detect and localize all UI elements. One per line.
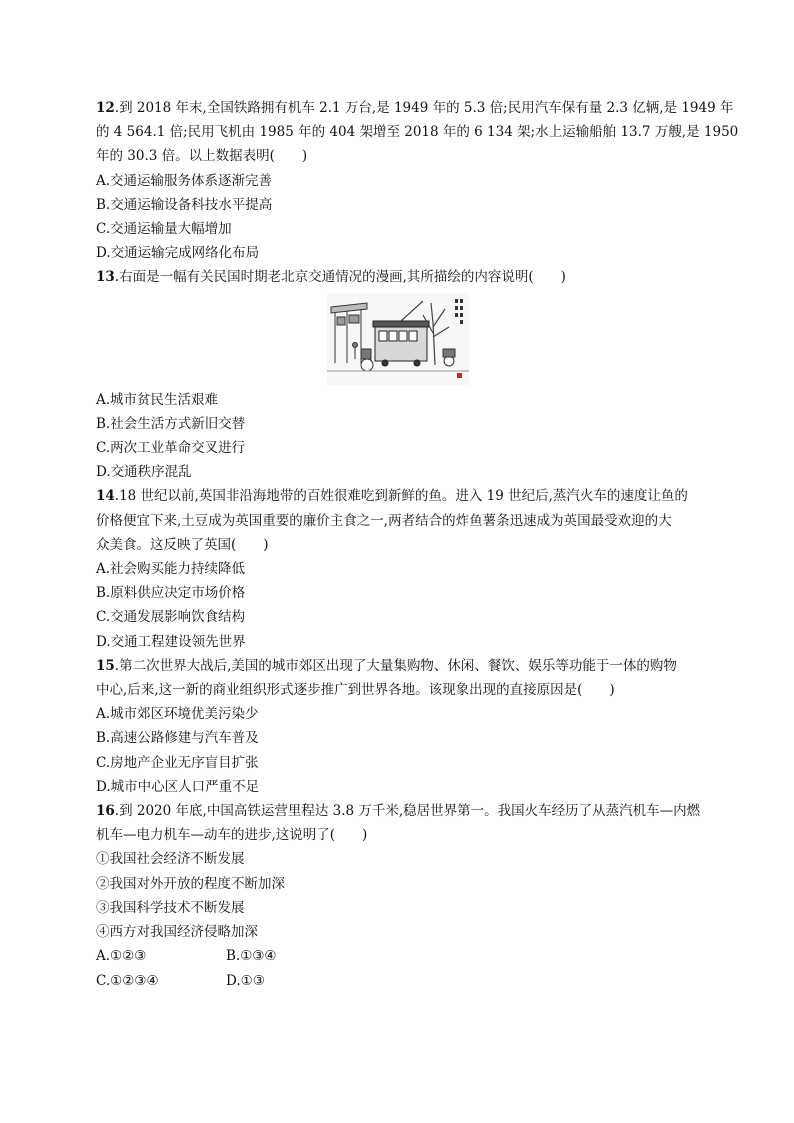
question-stem-line: 机车—电力机车—动车的进步,这说明了( ) <box>96 827 368 844</box>
question-stem-line: 中心,后来,这一新的商业组织形式逐步推广到世界各地。该现象出现的直接原因是( ) <box>96 682 615 699</box>
question-page <box>96 96 739 993</box>
option-b: B.交通运输设备科技水平提高 <box>96 196 273 213</box>
cartoon-figure <box>96 290 700 388</box>
question-number: 16 <box>96 803 115 820</box>
option-c: C.交通发展影响饮食结构 <box>96 609 246 626</box>
option-c: C.房地产企业无序盲目扩张 <box>96 754 259 771</box>
options-row-1 <box>96 944 700 968</box>
option-c: C.两次工业革命交叉进行 <box>96 440 246 457</box>
question-12 <box>96 96 739 265</box>
question-16 <box>96 799 700 993</box>
option-a: A.①②③ <box>96 948 147 965</box>
option-d: D.交通运输完成网络化布局 <box>96 245 260 262</box>
options-row-2 <box>96 969 700 993</box>
option-d: D.①③ <box>226 972 265 989</box>
question-stem-line: 13.右面是一幅有关民国时期老北京交通情况的漫画,其所描绘的内容说明( ) <box>96 269 566 286</box>
question-number: 15 <box>96 657 115 674</box>
statement-1: ①我国社会经济不断发展 <box>96 851 245 868</box>
question-stem-line: 15.第二次世界大战后,美国的城市郊区出现了大量集购物、休闲、餐饮、娱乐等功能于一体的购物 <box>96 657 677 674</box>
statement-3: ③我国科学技术不断发展 <box>96 899 245 916</box>
option-d: D.城市中心区人口严重不足 <box>96 778 260 795</box>
question-stem-line: 16.到 2020 年底,中国高铁运营里程达 3.8 万千米,稳居世界第一。我国火车经历了从蒸汽机车—内燃 <box>96 803 701 820</box>
question-stem-line: 的 4 564.1 倍;民用飞机由 1985 年的 404 架增至 2018 年的 6 134 架;水上运输船舶 13.7 万艘,是 1950 <box>96 124 739 141</box>
question-number: 12 <box>96 100 115 116</box>
option-d: D.交通秩序混乱 <box>96 464 192 481</box>
option-b: B.原料供应决定市场价格 <box>96 585 246 602</box>
option-b: B.社会生活方式新旧交替 <box>96 415 246 432</box>
question-number: 14 <box>96 488 115 505</box>
question-stem-line: 12.到 2018 年末,全国铁路拥有机车 2.1 万台,是 1949 年的 5.3 倍;民用汽车保有量 2.3 亿辆,是 1949 年 <box>96 100 734 116</box>
question-stem-line: 14.18 世纪以前,英国非沿海地带的百姓很难吃到新鲜的鱼。进入 19 世纪后,蒸汽火车的速度让鱼的 <box>96 488 688 505</box>
question-number: 13 <box>96 269 115 286</box>
option-b: B.①③④ <box>226 948 277 965</box>
option-c: C.①②③④ <box>96 972 159 989</box>
statement-2: ②我国对外开放的程度不断加深 <box>96 875 285 892</box>
option-d: D.交通工程建设领先世界 <box>96 633 246 650</box>
option-c: C.交通运输量大幅增加 <box>96 221 232 238</box>
statement-4: ④西方对我国经济侵略加深 <box>96 924 258 941</box>
option-b: B.高速公路修建与汽车普及 <box>96 730 259 747</box>
question-13 <box>96 265 700 484</box>
question-14 <box>96 484 700 653</box>
question-stem-line: 年的 30.3 倍。以上数据表明( ) <box>96 148 308 165</box>
question-stem-line: 价格便宜下来,土豆成为英国重要的廉价主食之一,两者结合的炸鱼薯条迅速成为英国最受欢迎的大 <box>96 512 672 529</box>
option-a: A.交通运输服务体系逐渐完善 <box>96 172 273 189</box>
question-15 <box>96 654 700 799</box>
option-a: A.城市贫民生活艰难 <box>96 391 219 408</box>
option-a: A.社会购买能力持续降低 <box>96 561 246 578</box>
question-stem-line: 众美食。这反映了英国( ) <box>96 536 269 553</box>
option-a: A.城市郊区环境优美污染少 <box>96 706 259 723</box>
tram-cartoon-image <box>327 293 469 385</box>
